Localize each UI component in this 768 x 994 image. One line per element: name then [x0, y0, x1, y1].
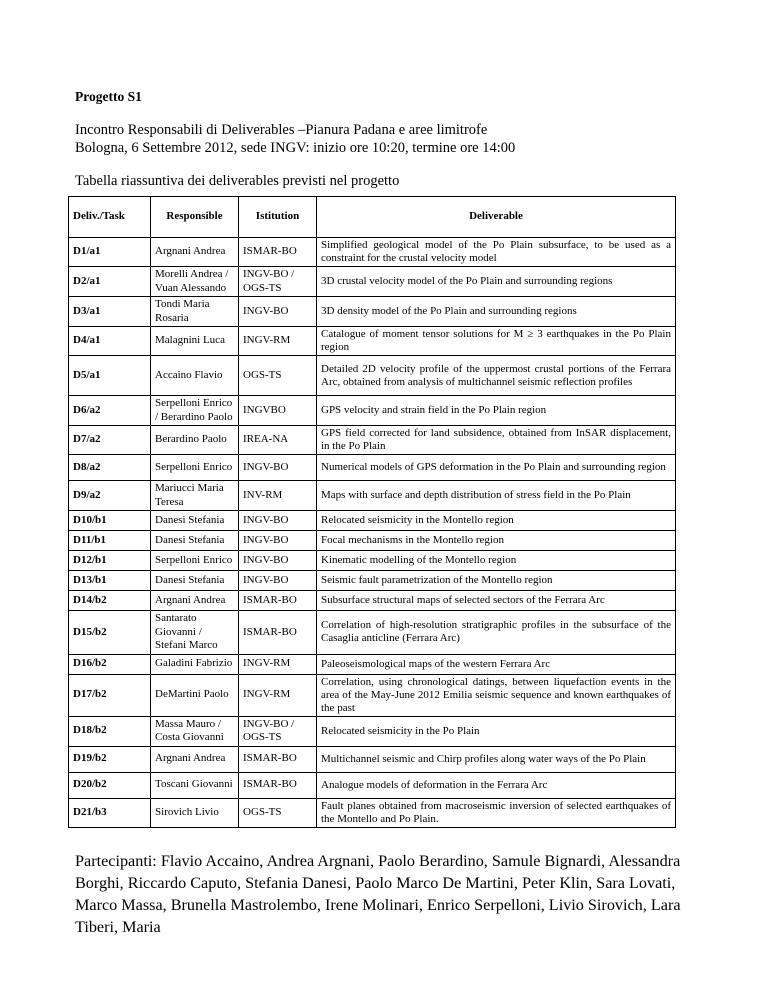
deliverable-cell: Focal mechanisms in the Montello region	[317, 531, 676, 551]
table-row	[69, 571, 676, 591]
institution-cell: IREA-NA	[239, 426, 317, 455]
deliverable-cell: Maps with surface and depth distribution of stress field in the Po Plain	[317, 481, 676, 511]
deliverable-code: D6/a2	[69, 396, 151, 426]
table-row	[69, 426, 676, 455]
institution-cell: INGV-BO	[239, 571, 317, 591]
institution-cell: ISMAR-BO	[239, 238, 317, 267]
responsible-cell: DeMartini Paolo	[151, 674, 239, 716]
institution-cell: OGS-TS	[239, 798, 317, 827]
responsible-cell: Santarato Giovanni / Stefani Marco	[151, 611, 239, 655]
deliverable-code: D3/a1	[69, 297, 151, 327]
institution-cell: INGV-BO / OGS-TS	[239, 716, 317, 746]
deliverable-cell: Analogue models of deformation in the Ferrara Arc	[317, 772, 676, 798]
deliverable-code: D4/a1	[69, 327, 151, 356]
responsible-cell: Tondi Maria Rosaria	[151, 297, 239, 327]
deliverable-cell: Fault planes obtained from macroseismic inversion of selected earthquakes of the Montello and Po Plain.	[317, 798, 676, 827]
deliverable-cell: Relocated seismicity in the Po Plain	[317, 716, 676, 746]
table-row	[69, 238, 676, 267]
table-row	[69, 611, 676, 655]
deliverable-code: D14/b2	[69, 591, 151, 611]
institution-cell: ISMAR-BO	[239, 611, 317, 655]
deliverable-cell: Catalogue of moment tensor solutions for M ≥ 3 earthquakes in the Po Plain region	[317, 327, 676, 356]
responsible-cell: Berardino Paolo	[151, 426, 239, 455]
table-row	[69, 481, 676, 511]
table-header-row	[69, 197, 676, 238]
table-row	[69, 798, 676, 827]
table-row	[69, 267, 676, 297]
column-header-deliverable: Deliverable	[317, 197, 676, 238]
table-row	[69, 716, 676, 746]
deliverable-code: D17/b2	[69, 674, 151, 716]
institution-cell: INGV-BO	[239, 455, 317, 481]
deliverable-cell: Multichannel seismic and Chirp profiles along water ways of the Po Plain	[317, 746, 676, 772]
responsible-cell: Danesi Stefania	[151, 511, 239, 531]
table-row	[69, 455, 676, 481]
table-body	[69, 238, 676, 828]
institution-cell: INGV-RM	[239, 654, 317, 674]
participants-paragraph: Partecipanti: Flavio Accaino, Andrea Argnani, Paolo Berardino, Samule Bignardi, Alessandra Borghi, Riccardo Caputo, Stefania Danesi, Paolo Marco De Martini, Peter Klin, Sara Lovati, Marco Massa, Brunella Mastrolembo, Irene Molinari, Enrico Serpelloni, Livio Sirovich, Lara Tiberi, Maria	[75, 852, 681, 936]
deliverables-table	[68, 196, 676, 828]
responsible-cell: Accaino Flavio	[151, 356, 239, 396]
table-row	[69, 511, 676, 531]
deliverable-code: D19/b2	[69, 746, 151, 772]
deliverable-cell: Numerical models of GPS deformation in the Po Plain and surrounding region	[317, 455, 676, 481]
table-row	[69, 654, 676, 674]
deliverable-code: D12/b1	[69, 551, 151, 571]
meeting-title: Incontro Responsabili di Deliverables –Pianura Padana e aree limitrofe	[75, 122, 488, 138]
table-row	[69, 327, 676, 356]
responsible-cell: Toscani Giovanni	[151, 772, 239, 798]
responsible-cell: Argnani Andrea	[151, 746, 239, 772]
deliverable-cell: Simplified geological model of the Po Plain subsurface, to be used as a constraint for the crustal velocity model	[317, 238, 676, 267]
table-row	[69, 551, 676, 571]
institution-cell: INGV-RM	[239, 674, 317, 716]
deliverable-cell: Seismic fault parametrization of the Montello region	[317, 571, 676, 591]
responsible-cell: Argnani Andrea	[151, 591, 239, 611]
responsible-cell: Mariucci Maria Teresa	[151, 481, 239, 511]
deliverable-code: D1/a1	[69, 238, 151, 267]
deliverable-cell: Detailed 2D velocity profile of the uppermost crustal portions of the Ferrara Arc, obtained from analysis of multichannel seismic reflection profiles	[317, 356, 676, 396]
deliverable-cell: Correlation of high-resolution stratigraphic profiles in the subsurface of the Casaglia anticline (Ferrara Arc)	[317, 611, 676, 655]
table-row	[69, 396, 676, 426]
deliverable-code: D11/b1	[69, 531, 151, 551]
table-row	[69, 591, 676, 611]
table-row	[69, 356, 676, 396]
responsible-cell: Malagnini Luca	[151, 327, 239, 356]
table-row	[69, 746, 676, 772]
responsible-cell: Sirovich Livio	[151, 798, 239, 827]
deliverable-cell: 3D crustal velocity model of the Po Plain and surrounding regions	[317, 267, 676, 297]
deliverable-cell: Kinematic modelling of the Montello region	[317, 551, 676, 571]
deliverable-code: D15/b2	[69, 611, 151, 655]
column-header-responsible: Responsible	[151, 197, 239, 238]
deliverable-cell: Correlation, using chronological datings, between liquefaction events in the area of the May-June 2012 Emilia seismic sequence and known earthquakes of the past	[317, 674, 676, 716]
responsible-cell: Massa Mauro / Costa Giovanni	[151, 716, 239, 746]
meeting-details: Bologna, 6 Settembre 2012, sede INGV: inizio ore 10:20, termine ore 14:00	[75, 140, 516, 156]
institution-cell: INGV-BO	[239, 551, 317, 571]
table-caption: Tabella riassuntiva dei deliverables previsti nel progetto	[75, 173, 400, 189]
responsible-cell: Danesi Stefania	[151, 531, 239, 551]
institution-cell: INGV-RM	[239, 327, 317, 356]
table-row	[69, 297, 676, 327]
institution-cell: INGVBO	[239, 396, 317, 426]
institution-cell: OGS-TS	[239, 356, 317, 396]
deliverable-cell: GPS field corrected for land subsidence, obtained from InSAR displacement, in the Po Plain	[317, 426, 676, 455]
institution-cell: INGV-BO	[239, 531, 317, 551]
table-row	[69, 674, 676, 716]
responsible-cell: Danesi Stefania	[151, 571, 239, 591]
table-row	[69, 531, 676, 551]
institution-cell: INGV-BO / OGS-TS	[239, 267, 317, 297]
responsible-cell: Galadini Fabrizio	[151, 654, 239, 674]
responsible-cell: Serpelloni Enrico	[151, 551, 239, 571]
deliverable-code: D10/b1	[69, 511, 151, 531]
responsible-cell: Morelli Andrea / Vuan Alessando	[151, 267, 239, 297]
responsible-cell: Serpelloni Enrico	[151, 455, 239, 481]
institution-cell: ISMAR-BO	[239, 591, 317, 611]
deliverable-cell: Paleoseismological maps of the western Ferrara Arc	[317, 654, 676, 674]
deliverable-code: D18/b2	[69, 716, 151, 746]
deliverable-cell: GPS velocity and strain field in the Po Plain region	[317, 396, 676, 426]
deliverable-cell: Relocated seismicity in the Montello region	[317, 511, 676, 531]
institution-cell: ISMAR-BO	[239, 746, 317, 772]
deliverable-code: D2/a1	[69, 267, 151, 297]
responsible-cell: Argnani Andrea	[151, 238, 239, 267]
deliverable-code: D5/a1	[69, 356, 151, 396]
deliverable-code: D16/b2	[69, 654, 151, 674]
column-header-institution: Istitution	[239, 197, 317, 238]
column-header-deliv-task: Deliv./Task	[69, 197, 151, 238]
table-row	[69, 772, 676, 798]
deliverable-code: D13/b1	[69, 571, 151, 591]
institution-cell: INGV-BO	[239, 297, 317, 327]
institution-cell: INV-RM	[239, 481, 317, 511]
institution-cell: INGV-BO	[239, 511, 317, 531]
deliverable-cell: 3D density model of the Po Plain and surrounding regions	[317, 297, 676, 327]
deliverable-code: D8/a2	[69, 455, 151, 481]
deliverable-code: D7/a2	[69, 426, 151, 455]
institution-cell: ISMAR-BO	[239, 772, 317, 798]
project-title: Progetto S1	[75, 89, 142, 104]
deliverable-code: D20/b2	[69, 772, 151, 798]
deliverable-cell: Subsurface structural maps of selected sectors of the Ferrara Arc	[317, 591, 676, 611]
responsible-cell: Serpelloni Enrico / Berardino Paolo	[151, 396, 239, 426]
deliverable-code: D9/a2	[69, 481, 151, 511]
deliverable-code: D21/b3	[69, 798, 151, 827]
